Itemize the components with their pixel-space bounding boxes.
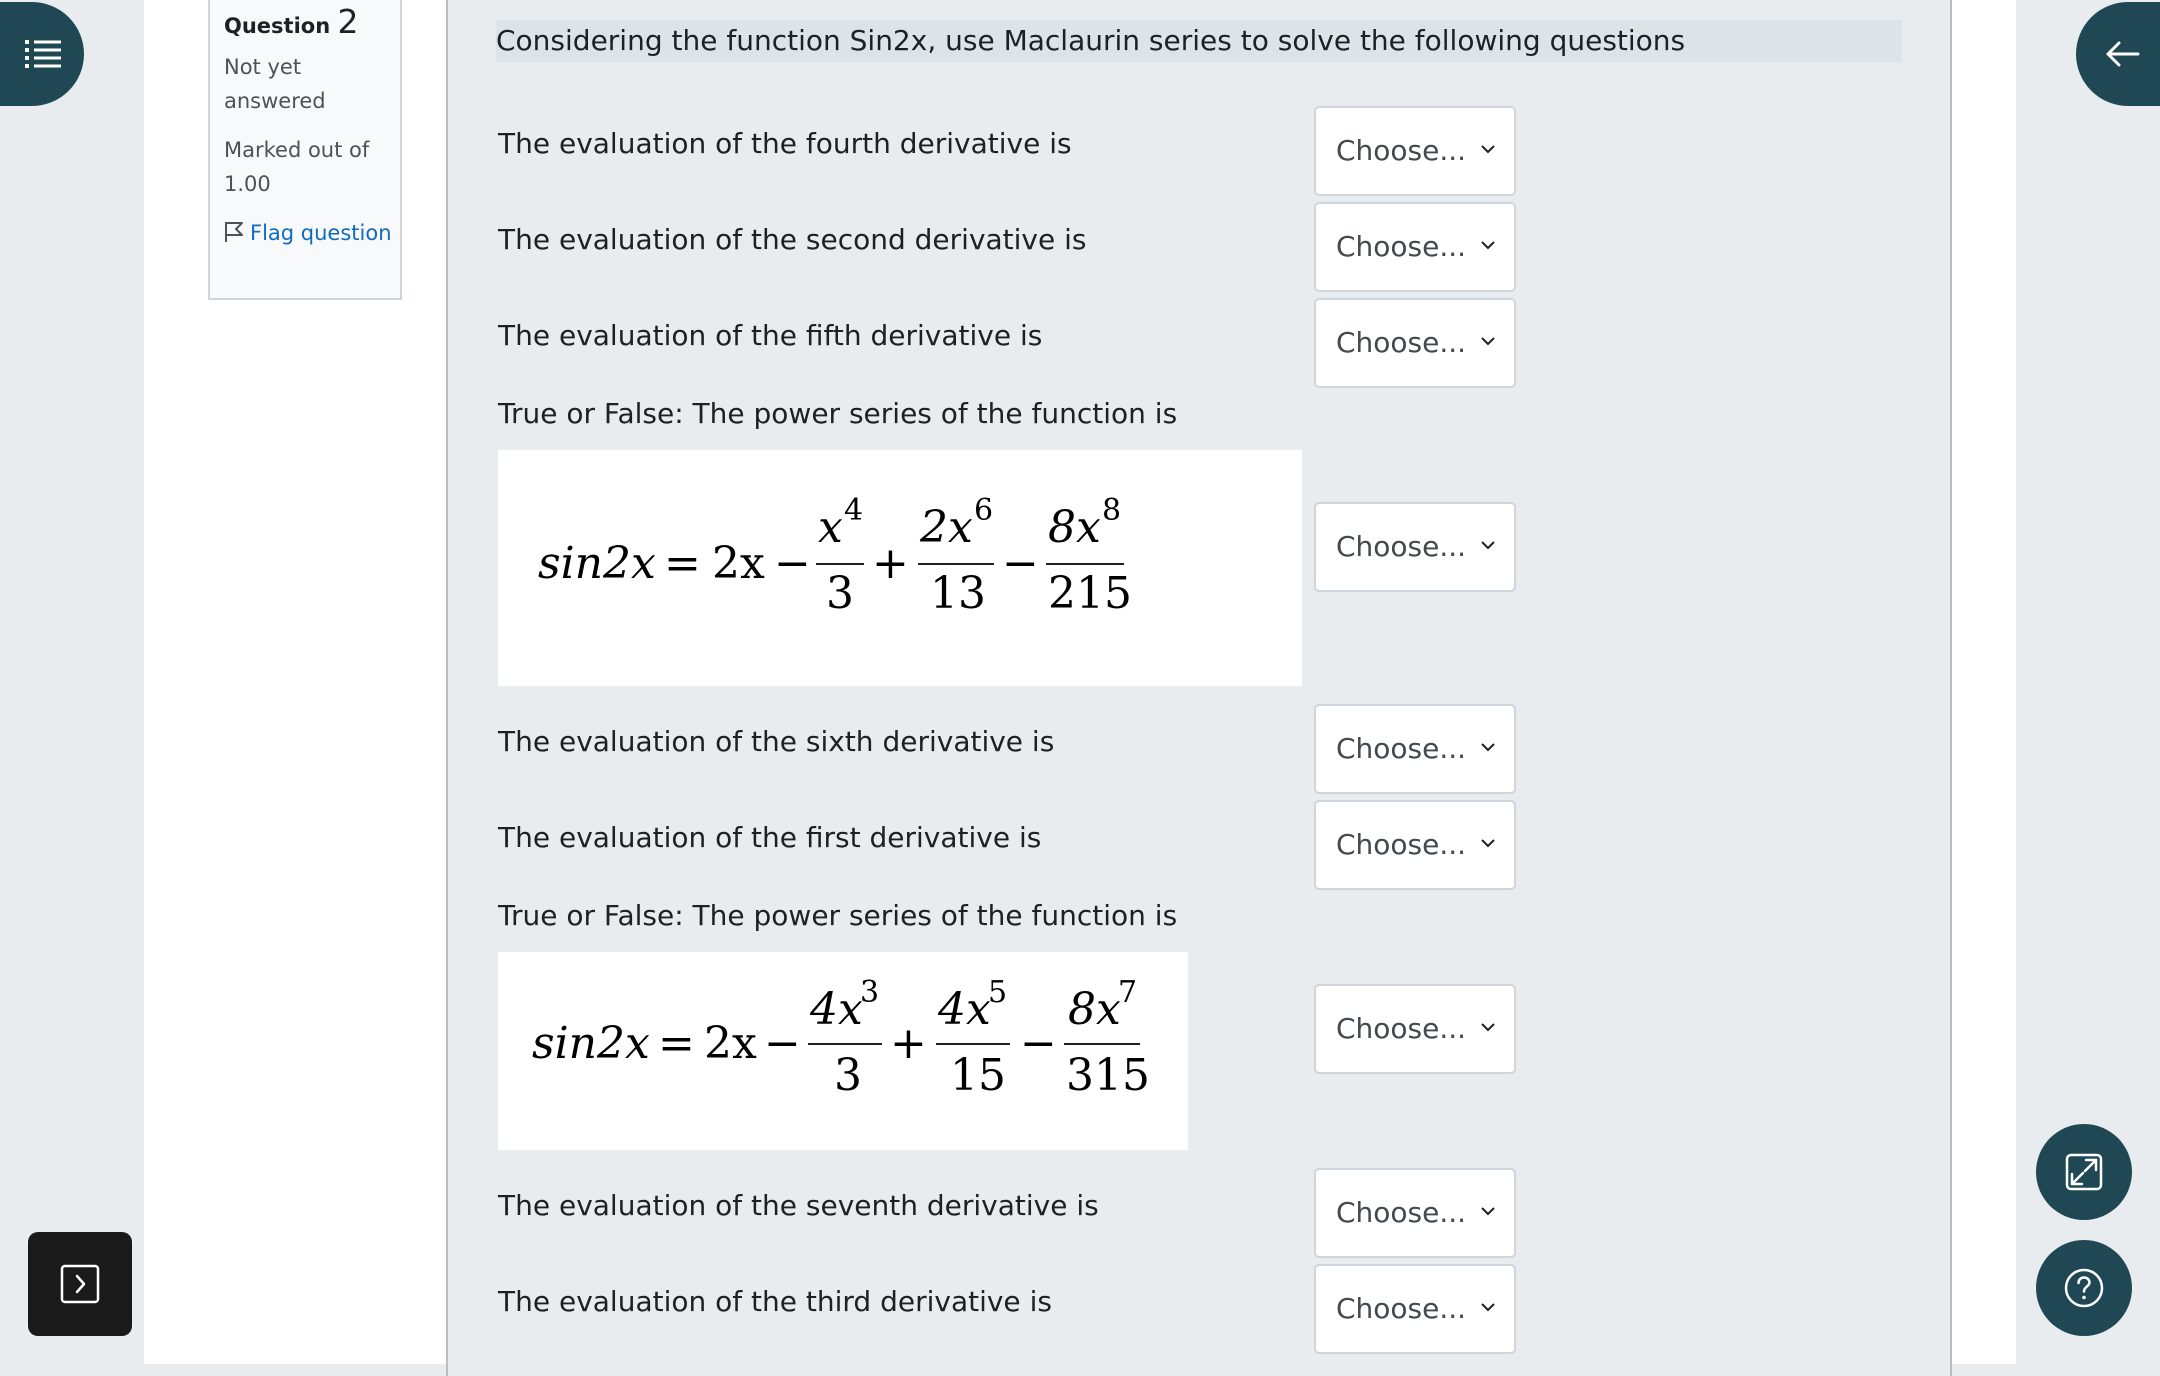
subquestion-label: The evaluation of the seventh derivative is: [498, 1189, 1099, 1222]
formula-exponent: 6: [974, 493, 994, 528]
formula-sign: −: [764, 1018, 801, 1069]
formula-lhs: sin2x: [532, 1018, 650, 1069]
formula-eq: =: [664, 538, 701, 589]
question-number: [224, 2, 358, 41]
subquestion-label: The evaluation of the fifth derivative is: [498, 319, 1043, 352]
chevron-down-icon: [1480, 240, 1496, 250]
formula-image-2: [498, 952, 1188, 1150]
select-value: Choose...: [1336, 326, 1467, 359]
answer-select[interactable]: [1314, 106, 1516, 196]
formula-lhs: sin2x: [538, 538, 656, 589]
formula-sign: −: [774, 538, 811, 589]
formula-denominator: 15: [950, 1050, 1006, 1101]
answer-select[interactable]: [1314, 800, 1516, 890]
subquestion-label: The evaluation of the sixth derivative is: [498, 725, 1055, 758]
fullscreen-button[interactable]: [2036, 1124, 2132, 1220]
subquestion-label: True or False: The power series of the function is: [498, 899, 1178, 932]
formula-eq: =: [658, 1018, 695, 1069]
flag-question-label: Flag question: [250, 221, 392, 245]
select-value: Choose...: [1336, 732, 1467, 765]
answer-select[interactable]: [1314, 502, 1516, 592]
answer-select[interactable]: [1314, 984, 1516, 1074]
formula-sign: +: [872, 538, 909, 589]
chevron-right-square-icon: [60, 1264, 100, 1304]
course-index-button[interactable]: [0, 2, 84, 106]
formula-lead: 2x: [712, 538, 765, 589]
chevron-down-icon: [1480, 742, 1496, 752]
flag-question-link[interactable]: [224, 216, 394, 250]
formula-denominator: 3: [826, 568, 854, 619]
chevron-down-icon: [1480, 838, 1496, 848]
expand-icon: [2064, 1152, 2104, 1192]
select-value: Choose...: [1336, 1292, 1467, 1325]
formula-sign: −: [1020, 1018, 1057, 1069]
chevron-down-icon: [1480, 1206, 1496, 1216]
answer-select[interactable]: [1314, 704, 1516, 794]
subquestion-label: The evaluation of the third derivative is: [498, 1285, 1052, 1318]
question-text: Considering the function Sin2x, use Maclaurin series to solve the following questions: [496, 20, 1902, 62]
formula-numerator: 4x: [810, 984, 863, 1035]
select-value: Choose...: [1336, 828, 1467, 861]
formula-exponent: 4: [844, 493, 864, 528]
subquestion-label: The evaluation of the fourth derivative is: [498, 127, 1072, 160]
subquestion-label: The evaluation of the first derivative is: [498, 821, 1042, 854]
close-drawer-button[interactable]: [2076, 2, 2160, 106]
chevron-down-icon: [1480, 144, 1496, 154]
formula-sign: −: [1002, 538, 1039, 589]
answer-select[interactable]: [1314, 1264, 1516, 1354]
chevron-down-icon: [1480, 1302, 1496, 1312]
open-drawer-button[interactable]: [28, 1232, 132, 1336]
chevron-down-icon: [1480, 1022, 1496, 1032]
select-value: Choose...: [1336, 1012, 1467, 1045]
answer-select[interactable]: [1314, 1168, 1516, 1258]
question-info: [208, 0, 402, 300]
list-icon: [25, 38, 61, 70]
answer-select[interactable]: [1314, 202, 1516, 292]
flag-icon: [224, 221, 244, 243]
formula-denominator: 215: [1048, 568, 1132, 619]
question-marks: Marked out of 1.00: [224, 138, 370, 196]
formula-image-1: [498, 450, 1302, 686]
formula-denominator: 13: [930, 568, 986, 619]
subquestion-label: The evaluation of the second derivative is: [498, 223, 1087, 256]
formula-exponent: 7: [1118, 975, 1138, 1010]
subquestion-label: True or False: The power series of the function is: [498, 397, 1178, 430]
select-value: Choose...: [1336, 530, 1467, 563]
formula-numerator: 8x: [1068, 984, 1121, 1035]
select-value: Choose...: [1336, 230, 1467, 263]
formula-exponent: 3: [860, 975, 880, 1010]
question-number-value: 2: [337, 2, 359, 41]
arrow-left-icon: [2106, 41, 2140, 67]
question-status: Not yet answered: [224, 55, 326, 113]
chevron-down-icon: [1480, 540, 1496, 550]
formula-numerator: 4x: [938, 984, 991, 1035]
formula-numerator: 2x: [920, 502, 973, 553]
help-button[interactable]: [2036, 1240, 2132, 1336]
question-content: [446, 0, 1952, 1376]
chevron-down-icon: [1480, 336, 1496, 346]
question-circle-icon: [2063, 1267, 2105, 1309]
formula-denominator: 315: [1066, 1050, 1150, 1101]
formula-denominator: 3: [834, 1050, 862, 1101]
formula-numerator: 8x: [1048, 502, 1101, 553]
question-label: Question: [224, 14, 331, 38]
answer-select[interactable]: [1314, 298, 1516, 388]
select-value: Choose...: [1336, 134, 1467, 167]
formula-lead: 2x: [704, 1018, 757, 1069]
formula-numerator: x: [818, 502, 843, 553]
formula-sign: +: [890, 1018, 927, 1069]
select-value: Choose...: [1336, 1196, 1467, 1229]
formula-exponent: 5: [988, 975, 1008, 1010]
formula-exponent: 8: [1102, 493, 1122, 528]
